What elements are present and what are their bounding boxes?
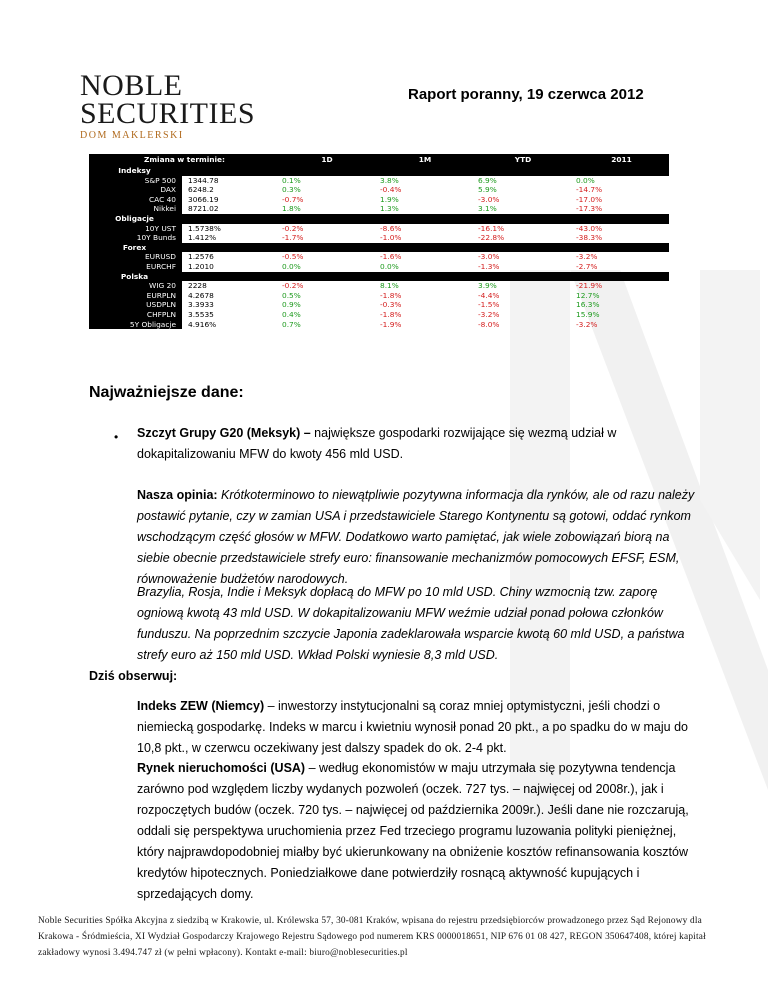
section-filler (570, 272, 669, 282)
section-filler (472, 272, 570, 282)
section-filler (182, 214, 276, 224)
change-ytd: -1.3% (478, 261, 500, 271)
instrument-name: 5Y Obligacje (89, 320, 182, 330)
change-d1: 0.0% (282, 261, 301, 271)
section-filler (472, 166, 570, 176)
change-m1: -1.9% (380, 319, 402, 329)
instrument-name: DAX (89, 185, 182, 195)
zew-title: Indeks ZEW (Niemcy) (137, 699, 265, 713)
section-filler (374, 166, 472, 176)
instrument-value: 1.412% (188, 233, 217, 243)
logo-line-1: NOBLE (80, 69, 183, 102)
report-title: Raport poranny, 19 czerwca 2012 (408, 86, 644, 103)
imf-paragraph: Brazylia, Rosja, Indie i Meksyk dopłacą do MFW po 10 mld USD. Chiny wzmocnią tzw. zaporę ogniową kwotą 43 mld USD. W dokapitalizowaniu MFW weźmie udział ponad połowa członków funduszu. Na poprzednim szczycie Japonia zadeklarowała wsparcie kwotą 60 mld USD, a państwa strefy euro aż 150 mld USD. Wkład Polski wyniesie 8,3 mld USD. (137, 585, 685, 662)
zew-text: – inwestorzy instytucjonalni są coraz mniej optymistyczni, jeśli chodzi o niemiecką gospodarkę. Indeks w marcu i kwietniu wynosił ponad 20 pkt., a po spadku do w maju do 10,8 pkt., w czerwcu oczekiwany jest dalszy spadek do ok. 2-4 pkt. (137, 699, 688, 755)
section-filler (276, 272, 374, 282)
change-y2011: -14.7% (576, 185, 603, 195)
section-filler (570, 214, 669, 224)
opinion-label: Nasza opinia: (137, 488, 218, 502)
instrument-value: 1.5738% (188, 223, 221, 233)
change-ytd: 6.9% (478, 175, 497, 185)
section-title: Forex (89, 243, 182, 253)
footer-legal: Noble Securities Spółka Akcyjna z siedzibą w Krakowie, ul. Królewska 57, 30-081 Kraków, wpisana do rejestru przedsiębiorców prowadzonego przez Sąd Rejonowy dla Krakowa - Śródmieścia, XI Wydział Gospodarczy Krajowego Rejestru Sądowego pod numerem KRS 0000018651, NIP 676 01 08 427, REGON 350647408, której kapitał zakładowy wynosi 3.494.747 zł (w pełni wpłacony). Kontakt e-mail: biuro@noblesecurities.pl (38, 916, 706, 958)
table-row (89, 224, 669, 234)
logo-line-3: DOM MAKLERSKI (80, 130, 184, 141)
change-ytd: -8.0% (478, 319, 500, 329)
header-col-4: 2011 (570, 154, 669, 166)
g20-paragraph (137, 423, 697, 465)
watch-heading: Dziś obserwuj: (89, 669, 178, 683)
section-filler (374, 272, 472, 282)
change-m1: 1.9% (380, 194, 399, 204)
header-col-1: 1D (276, 154, 374, 166)
change-m1: 3.8% (380, 175, 399, 185)
instrument-value: 2228 (188, 281, 207, 291)
instrument-value: 6248.2 (188, 185, 214, 195)
table-row (89, 195, 669, 205)
section-title: Indeksy (89, 166, 182, 176)
change-d1: 1.8% (282, 204, 301, 214)
table-row (89, 185, 669, 195)
instrument-value: 3.5535 (188, 309, 214, 319)
section-filler (276, 243, 374, 253)
change-y2011: -3.2% (576, 319, 598, 329)
table-row (89, 310, 669, 320)
table-row (89, 233, 669, 243)
change-m1: -1.8% (380, 290, 402, 300)
section-row (89, 272, 669, 282)
section-filler (570, 166, 669, 176)
change-m1: 1.3% (380, 204, 399, 214)
section-row (89, 243, 669, 253)
change-y2011: -43.0% (576, 223, 603, 233)
change-m1: -1.8% (380, 309, 402, 319)
change-m1: -0.3% (380, 300, 402, 310)
section-row (89, 214, 669, 224)
change-ytd: 5.9% (478, 185, 497, 195)
change-d1: 0.4% (282, 309, 301, 319)
section-filler (182, 243, 276, 253)
instrument-name: EURUSD (89, 252, 182, 262)
instrument-value: 1344.78 (188, 175, 219, 185)
instrument-name: S&P 500 (89, 176, 182, 186)
table-row (89, 204, 669, 214)
market-table (89, 154, 669, 329)
instrument-name: Nikkei (89, 204, 182, 214)
instrument-name: USDPLN (89, 300, 182, 310)
header-label: Zmiana w terminie: (89, 154, 276, 166)
change-d1: 0.7% (282, 319, 301, 329)
change-d1: 0.3% (282, 185, 301, 195)
section-title: Obligacje (89, 214, 182, 224)
header-col-3: YTD (472, 154, 570, 166)
instrument-name: WIG 20 (89, 281, 182, 291)
real-estate-text: – według ekonomistów w maju utrzymała się pozytywna tendencja zarówno pod względem liczby wydanych pozwoleń (oczek. 727 tys. – najwięcej od 2008r.), jak i rozpoczętych budów (oczek. 720 tys. – najwięcej od października 2009r.). Jeśli dane nie rozczarują, oddali się perspektywa uruchomienia przez Fed trzeciego programu luzowania polityki pieniężnej, który najprawdopodobniej miałby być ukierunkowany na obniżenie kosztów refinansowania kosztów kredytów hipotecznych. Poniedziałkowe dane potwierdziły rosnącą aktywność kupujących i sprzedających domy. (137, 761, 689, 901)
section-filler (472, 214, 570, 224)
instrument-name: 10Y Bunds (89, 233, 182, 243)
instrument-value: 4.2678 (188, 290, 214, 300)
table-header-row (89, 154, 669, 166)
section-filler (182, 166, 276, 176)
change-y2011: -3.2% (576, 252, 598, 262)
table-row (89, 281, 669, 291)
instrument-value: 1.2576 (188, 252, 214, 262)
instrument-value: 3.3933 (188, 300, 214, 310)
instrument-value: 4.916% (188, 319, 217, 329)
table-row (89, 176, 669, 186)
section-title: Polska (89, 272, 182, 282)
change-d1: -0.5% (282, 252, 304, 262)
instrument-name: EURPLN (89, 291, 182, 301)
section-filler (374, 243, 472, 253)
section-filler (276, 166, 374, 176)
instrument-name: CAC 40 (89, 195, 182, 205)
change-ytd: 3.1% (478, 204, 497, 214)
table-row (89, 300, 669, 310)
change-y2011: -21.9% (576, 281, 603, 291)
instrument-value: 1.2010 (188, 261, 214, 271)
g20-text: największe gospodarki rozwijające się wezmą udział w dokapitalizowaniu MFW do kwoty 456 mld USD. (137, 426, 617, 461)
section-filler (472, 243, 570, 253)
change-y2011: 0.0% (576, 175, 595, 185)
change-ytd: -4.4% (478, 290, 500, 300)
section-filler (570, 243, 669, 253)
change-y2011: -2.7% (576, 261, 598, 271)
opinion-paragraph (137, 485, 697, 590)
change-y2011: 15.9% (576, 309, 600, 319)
main-heading: Najważniejsze dane: (89, 384, 244, 401)
change-m1: -0.4% (380, 185, 402, 195)
company-logo (80, 69, 270, 141)
change-ytd: -16.1% (478, 223, 505, 233)
change-d1: -0.2% (282, 281, 304, 291)
instrument-value: 8721.02 (188, 204, 219, 214)
change-y2011: 12.7% (576, 290, 600, 300)
change-ytd: -3.0% (478, 252, 500, 262)
zew-paragraph (137, 696, 697, 759)
change-ytd: -1.5% (478, 300, 500, 310)
g20-title: Szczyt Grupy G20 (Meksyk) – (137, 426, 311, 440)
opinion-text: Krótkoterminowo to niewątpliwie pozytywna informacja dla rynków, ale od razu należy postawić pytanie, czy w zamian USA i przedstawiciele Starego Kontynentu są gotowi, oddać rynkom wschodzącym część głosów w MFW. Dodatkowo warto pamiętać, jak wiele zobowiązań biorą na siebie obecnie przedstawiciele strefy euro: finansowanie mechanizmów pomocowych EFSF, ESM, równoważenie budżetów narodowych. (137, 488, 695, 586)
change-d1: 0.5% (282, 290, 301, 300)
change-y2011: -17.3% (576, 204, 603, 214)
real-estate-paragraph (137, 758, 697, 905)
section-row (89, 166, 669, 176)
section-filler (276, 214, 374, 224)
change-d1: -0.2% (282, 223, 304, 233)
change-d1: 0.1% (282, 175, 301, 185)
change-y2011: -17.0% (576, 194, 603, 204)
change-y2011: 16.3% (576, 300, 600, 310)
change-y2011: -38.3% (576, 233, 603, 243)
instrument-name: EURCHF (89, 262, 182, 272)
change-m1: -1.6% (380, 252, 402, 262)
change-ytd: -3.0% (478, 194, 500, 204)
table-row (89, 262, 669, 272)
table-row (89, 320, 669, 330)
change-m1: -1.0% (380, 233, 402, 243)
instrument-name: 10Y UST (89, 224, 182, 234)
change-d1: -0.7% (282, 194, 304, 204)
instrument-value: 3066.19 (188, 194, 219, 204)
instrument-name: CHFPLN (89, 310, 182, 320)
change-d1: 0.9% (282, 300, 301, 310)
section-filler (374, 214, 472, 224)
logo-line-2: SECURITIES (80, 97, 256, 130)
change-m1: -8.6% (380, 223, 402, 233)
change-ytd: -22.8% (478, 233, 505, 243)
header-col-2: 1M (374, 154, 472, 166)
table-row (89, 291, 669, 301)
change-m1: 8.1% (380, 281, 399, 291)
change-d1: -1.7% (282, 233, 304, 243)
change-m1: 0.0% (380, 261, 399, 271)
section-filler (182, 272, 276, 282)
table-row (89, 252, 669, 262)
change-ytd: -3.2% (478, 309, 500, 319)
real-estate-title: Rynek nieruchomości (USA) (137, 761, 306, 775)
bullet-icon: • (114, 430, 119, 444)
change-ytd: 3.9% (478, 281, 497, 291)
